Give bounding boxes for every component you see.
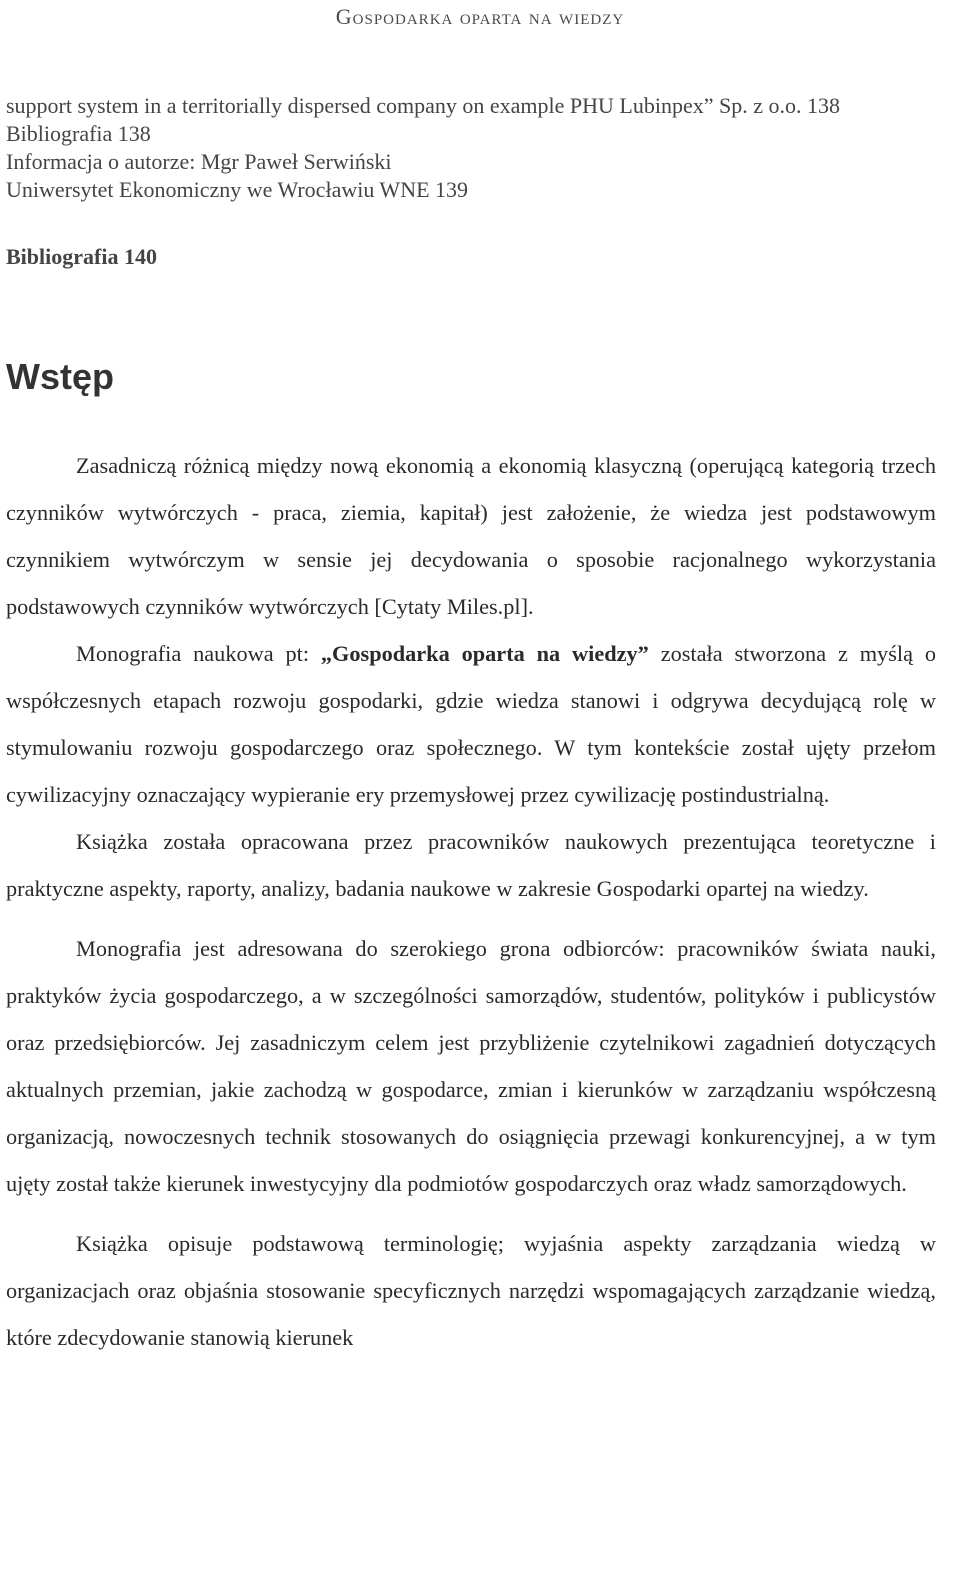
table-of-contents-fragment [6, 92, 954, 204]
paragraph-4: Monografia jest adresowana do szerokiego grona odbiorców: pracowników świata nauki, praktyków życia gospodarczego, a w szczególności samorządów, studentów, polityków i publicystów oraz przedsiębiorców. Jej zasadniczym celem jest przybliżenie czytelnikowi zagadnień dotyczących aktualnych przemian, jakie zachodzą w gospodarce, zmian i kierunków w zarządzaniu współczesną organizacją, nowoczesnych technik stosowanych do osiągnięcia przewagi konkurencyjnej, a w tym ujęty został także kierunek inwestycyjny dla podmiotów gospodarczych oraz władz samorządowych. [6, 936, 936, 1196]
toc-line: support system in a territorially dispersed company on example PHU Lubinpex” Sp. z o.o. 138 [6, 93, 841, 118]
body-text [6, 442, 936, 1361]
paragraph-2 [6, 630, 936, 818]
paragraph-2-text-a: Monografia naukowa pt: [76, 641, 321, 666]
toc-line: Uniwersytet Ekonomiczny we Wrocławiu WNE 139 [6, 177, 469, 202]
paragraph-2-text-b: została stworzona z myślą o współczesnych etapach rozwoju gospodarki, gdzie wiedza stanowi i odgrywa decydującą rolę w stymulowaniu rozwoju gospodarczego oraz społecznego. W tym kontekście został ujęty przełom cywilizacyjny oznaczający wypieranie ery przemysłowej przez cywilizację postindustrialną. [6, 641, 936, 807]
running-header: Gospodarka oparta na wiedzy [335, 4, 625, 29]
book-title-emphasis: „Gospodarka oparta na wiedzy” [320, 641, 649, 666]
paragraph-1: Zasadniczą różnicą między nową ekonomią a ekonomią klasyczną (operującą kategorią trzech czynników wytwórczych - praca, ziemia, kapitał) jest założenie, że wiedza jest podstawowym czynnikiem wytwórczym w sensie jej decydowania o sposobie racjonalnego wykorzystania podstawowych czynników wytwórczych [Cytaty Miles.pl]. [6, 453, 936, 619]
paragraph-3: Książka została opracowana przez pracowników naukowych prezentująca teoretyczne i praktyczne aspekty, raporty, analizy, badania naukowe w zakresie Gospodarki opartej na wiedzy. [6, 829, 936, 901]
toc-line: Informacja o autorze: Mgr Paweł Serwiński [6, 149, 392, 174]
toc-line-bold: Bibliografia 140 [6, 244, 157, 269]
toc-line: Bibliografia 138 [6, 121, 151, 146]
section-title: Wstęp [6, 356, 114, 397]
paragraph-5: Książka opisuje podstawową terminologię; wyjaśnia aspekty zarządzania wiedzą w organizacjach oraz objaśnia stosowanie specyficznych narzędzi wspomagających zarządzanie wiedzą, które zdecydowanie stanowią kierunek [6, 1231, 936, 1350]
